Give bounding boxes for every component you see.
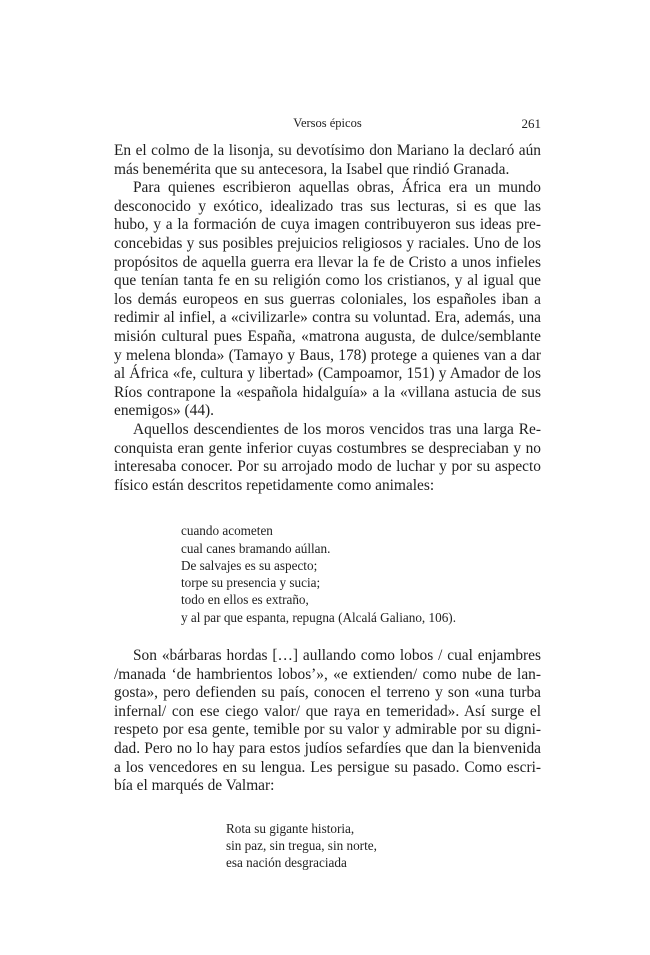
- verse-line: sin paz, sin tregua, sin norte,: [226, 838, 377, 854]
- page-number: 261: [521, 116, 541, 131]
- verse-line: torpe su presencia y sucia;: [181, 575, 321, 591]
- verse-line: De salvajes es su aspecto;: [181, 557, 318, 573]
- page-header: [114, 116, 541, 134]
- paragraph-4: Son «bárbaras hordas […] aullando como lobos / cual enjambres /manada ‘de hambrientos lobos’», «e extienden/ como nube de langosta», pero defienden su país, conocen el terreno y son «una turba infernal/ con ese ciego valor/ que raya en temeridad». Así surge el respeto por esa gente, temible por su valor y admirable por su dignidad. Pero no lo hay para estos judíos sefardíes que dan la bienvenida a los vencedores en su lengua. Les persigue su pasado. Como escribía el marqués de Valmar:: [114, 647, 541, 795]
- running-title: Versos épicos: [293, 116, 362, 130]
- body-text: [114, 142, 541, 872]
- verse-line: Rota su gigante historia,: [226, 820, 355, 836]
- verse-quote-2: [226, 820, 541, 872]
- verse-line: cuando acometen: [181, 523, 273, 539]
- verse-quote-1: [181, 522, 541, 626]
- verse-line: todo en ellos es extraño,: [181, 592, 309, 608]
- paragraph-3: Aquellos descendientes de los moros vencidos tras una larga Reconquista eran gente inferior cuyas costumbres se despreciaban y no interesaba conocer. Por su arrojado modo de luchar y por su aspecto físico están descritos repetidamente como animales:: [114, 420, 541, 494]
- paragraph-1: En el colmo de la lisonja, su devotísimo don Mariano la declaró aún más benemérita que su antecesora, la Isabel que rindió Granada.: [114, 142, 541, 178]
- verse-line: cual canes bramando aúllan.: [181, 540, 331, 556]
- paragraph-2: Para quienes escribieron aquellas obras, África era un mundo desconocido y exótico, idealizado tras sus lecturas, si es que las hubo, y a la formación de cuya imagen contribuyeron sus ideas preconcebidas y sus posibles prejuicios religiosos y raciales. Uno de los propósitos de aquella guerra era llevar la fe de Cristo a unos infieles que tenían tanta fe en su religión como los cristianos, y al igual que los demás europeos en sus guerras coloniales, los españoles iban a redimir al infiel, a «civilizarle» contra su voluntad. Era, además, una misión cultural pues España, «matrona augusta, de dulce/semblante y melena blonda» (Tamayo y Baus, 178) protege a quienes van a dar al África «fe, cultura y libertad» (Campoamor, 151) y Amador de los Ríos contrapone la «española hidalguía» a la «villana astucia de sus enemigos» (44).: [114, 179, 541, 420]
- verse-line: y al par que espanta, repugna (Alcalá Galiano, 106).: [181, 609, 456, 625]
- verse-line: esa nación desgraciada: [226, 855, 347, 871]
